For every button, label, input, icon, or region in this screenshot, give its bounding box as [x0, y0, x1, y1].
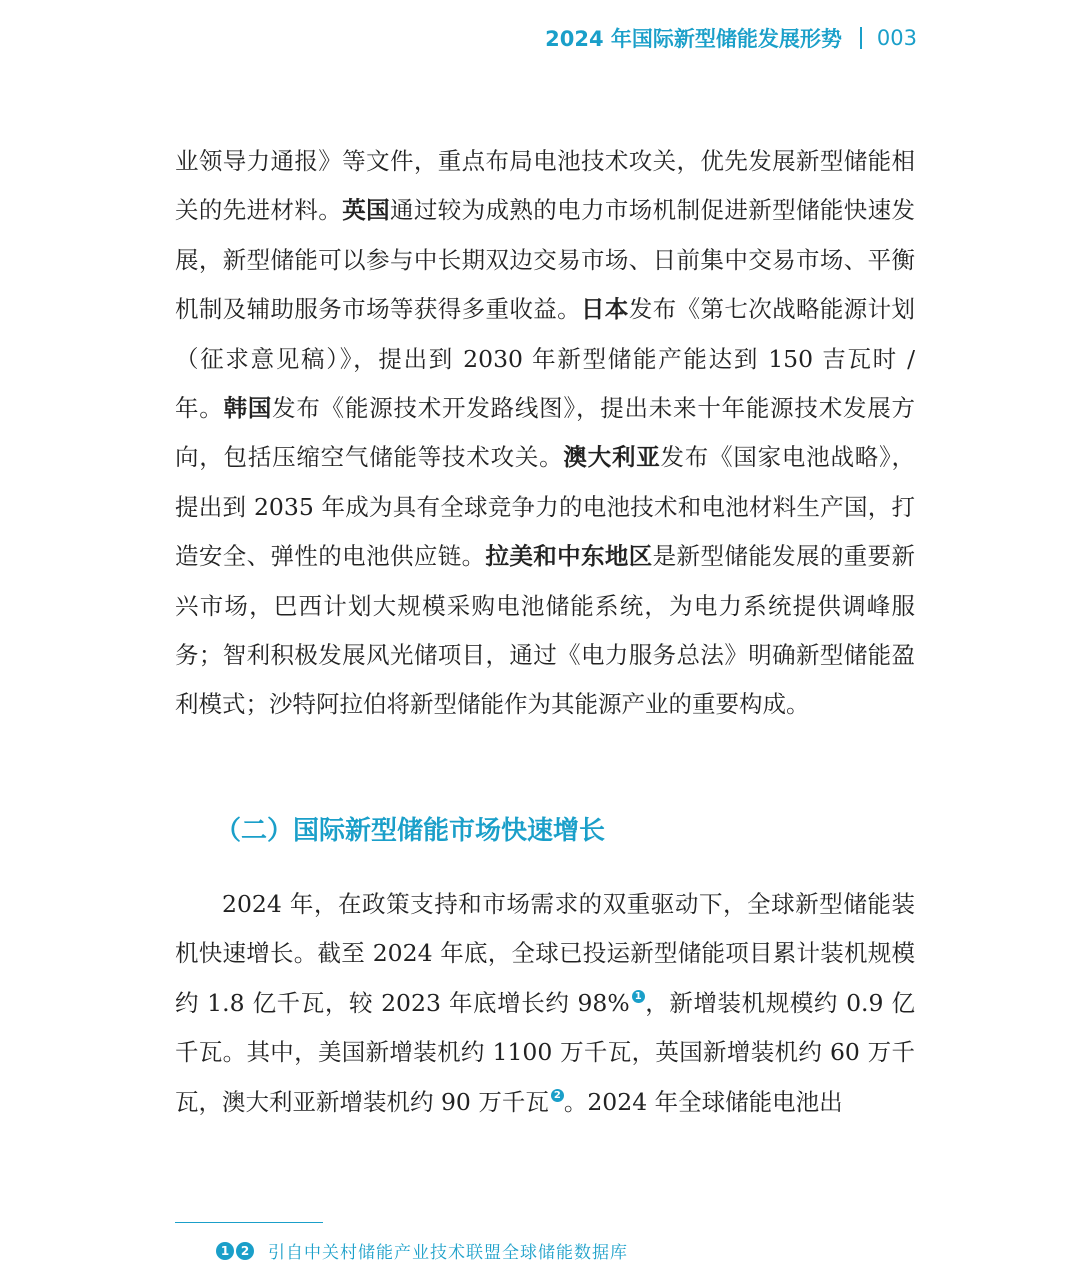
footnote-ref-2[interactable]: 2: [551, 1089, 564, 1102]
footnote-marker-2: 2: [236, 1242, 254, 1260]
keyword-japan: 日本: [581, 295, 629, 324]
text-segment: 发布《国家电池战略》，提出到 2035 年成为具有全球竞争力的电池技术和电池材料生产国，打造安全、弹性的电池供应链。: [175, 443, 916, 571]
header-divider: [860, 27, 862, 49]
text-segment: ，新增装机规模约 0.9 亿千瓦。其中，美国新增装机约 1100 万千瓦，英国新增装机约 60 万千瓦，澳大利亚新增装机约 90 万千瓦: [175, 988, 916, 1116]
text-segment: 业领导力通报》等文件，重点布局电池技术攻关，优先发展新型储能相关的先进材料。: [175, 147, 915, 225]
keyword-latam-mideast: 拉美和中东地区: [485, 542, 653, 571]
footnote: [216, 1238, 628, 1263]
keyword-australia: 澳大利亚: [563, 443, 661, 472]
body-paragraph-2: [175, 880, 915, 1127]
text-segment: 2024 年，在政策支持和市场需求的双重驱动下，全球新型储能装机快速增长。截至 2024 年底，全球已投运新型储能项目累计装机规模约 1.8 亿千瓦，较 2023 年底增长约 98%: [175, 890, 915, 1017]
running-header: [545, 22, 917, 54]
text-segment: 是新型储能发展的重要新兴市场，巴西计划大规模采购电池储能系统，为电力系统提供调峰服务；智利积极发展风光储项目，通过《电力服务总法》明确新型储能盈利模式；沙特阿拉伯将新型储能作为其能源产业的重要构成。: [175, 542, 916, 719]
text-segment: 发布《第七次战略能源计划（征求意见稿）》，提出到 2030 年新型储能产能达到 150 吉瓦时 / 年。: [175, 295, 916, 423]
section-heading: （二）国际新型储能市场快速增长: [215, 816, 606, 846]
keyword-korea: 韩国: [223, 394, 273, 423]
footnote-marker-1: 1: [216, 1242, 234, 1260]
footnote-divider: [175, 1222, 323, 1223]
text-segment: 发布《能源技术开发路线图》，提出未来十年能源技术发展方向，包括压缩空气储能等技术攻关。: [175, 394, 916, 472]
header-title: 2024 年国际新型储能发展形势: [545, 27, 842, 51]
footnote-text: 引自中关村储能产业技术联盟全球储能数据库: [268, 1243, 628, 1263]
text-segment: 。2024 年全球储能电池出: [563, 1087, 843, 1116]
footnote-ref-1[interactable]: 1: [632, 990, 645, 1003]
text-segment: 通过较为成熟的电力市场机制促进新型储能快速发展，新型储能可以参与中长期双边交易市场、日前集中交易市场、平衡机制及辅助服务市场等获得多重收益。: [175, 196, 916, 324]
page-number: 003: [876, 26, 917, 50]
keyword-uk: 英国: [342, 196, 390, 225]
body-paragraph-1: [175, 137, 915, 730]
